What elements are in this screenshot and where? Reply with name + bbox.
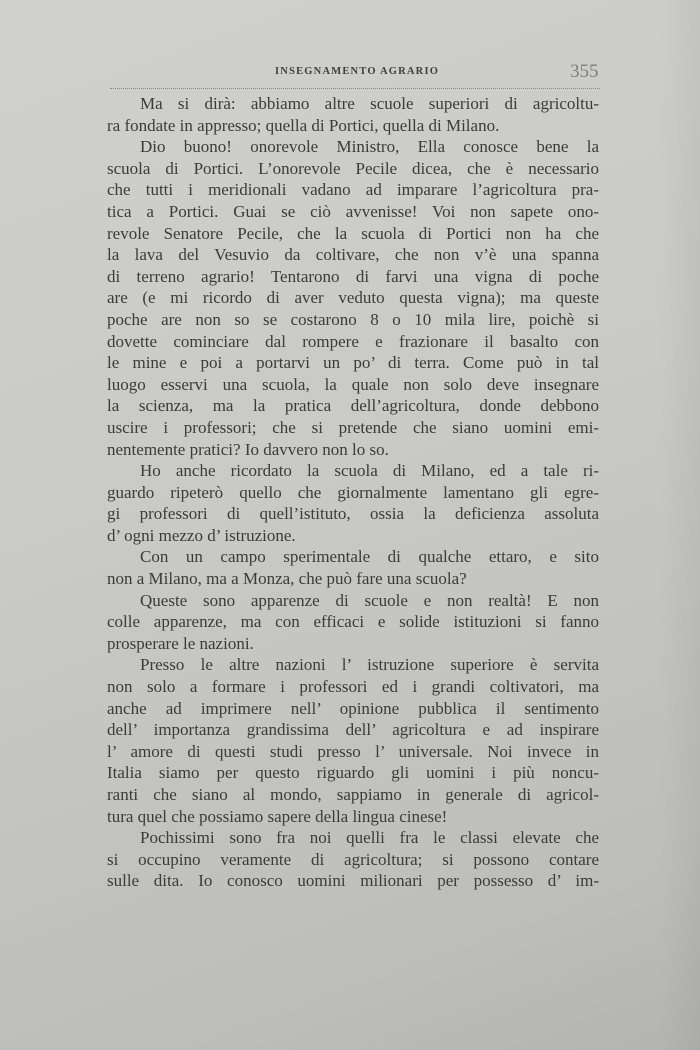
text-line: are (e mi ricordo di aver veduto questa vigna); ma queste <box>107 288 599 308</box>
body-text <box>107 93 599 892</box>
text-line: Dio buono! onorevole Ministro, Ella conosce bene la <box>140 137 599 157</box>
text-line: tica a Portici. Guai se ciò avvenisse! Voi non sapete ono- <box>107 201 599 221</box>
text-line: la lava del Vesuvio da coltivare, che non v’è una spanna <box>107 245 599 265</box>
text-line: Con un campo sperimentale di qualche ettaro, e sito <box>140 547 599 567</box>
text-line: revole Senatore Pecile, che la scuola di Portici non ha che <box>107 223 599 243</box>
text-line: Ma si dirà: abbiamo altre scuole superiori di agricoltu- <box>140 94 599 113</box>
paragraph <box>107 93 599 136</box>
text-line: la scienza, ma la pratica dell’agricoltura, donde debbono <box>107 396 599 416</box>
text-line: Ho anche ricordato la scuola di Milano, ed a tale ri- <box>140 461 599 481</box>
text-line: di terreno agrario! Tentarono di farvi una vigna di poche <box>107 266 599 286</box>
text-line: guardo ripeterò quello che giornalmente lamentano gli egre- <box>107 482 599 502</box>
text-line: sulle dita. Io conosco uomini milionari per possesso d’ im- <box>107 871 599 891</box>
header-rule <box>110 88 600 89</box>
text-line: nentemente pratici? Io davvero non lo so. <box>107 439 389 459</box>
running-title: INSEGNAMENTO AGRARIO <box>275 66 440 77</box>
text-line: colle apparenze, ma con efficaci e solide istituzioni si fanno <box>107 612 599 632</box>
paragraph <box>107 827 599 892</box>
page-number: 355 <box>570 61 599 82</box>
paragraph <box>107 136 599 460</box>
running-header <box>0 61 700 84</box>
paragraph <box>107 546 599 589</box>
text-line: Pochissimi sono fra noi quelli fra le classi elevate che <box>140 828 599 848</box>
paragraph <box>107 654 599 827</box>
text-line: prosperare le nazioni. <box>107 633 254 653</box>
text-line: poche are non so se costarono 8 o 10 mila lire, poichè si <box>107 309 599 329</box>
text-line: luogo esservi una scuola, la quale non solo deve insegnare <box>107 374 599 394</box>
text-line: dell’ importanza grandissima dell’ agricoltura e ad inspirare <box>107 720 599 740</box>
text-line: ranti che siano al mondo, sappiamo in generale di agricol- <box>107 785 599 804</box>
page-shadow <box>660 0 700 1050</box>
text-line: uscire i professori; che si pretende che siano uomini emi- <box>107 417 599 437</box>
text-line: Presso le altre nazioni l’ istruzione superiore è servita <box>140 655 599 675</box>
text-line: d’ ogni mezzo d’ istruzione. <box>107 525 296 545</box>
text-line: ra fondate in appresso; quella di Portici, quella di Milano. <box>107 115 500 135</box>
text-line: tura quel che possiamo sapere della lingua cinese! <box>107 806 448 826</box>
text-line: scuola di Portici. L’onorevole Pecile dicea, che è necessario <box>107 158 599 178</box>
paragraph <box>107 590 599 655</box>
text-line: anche ad imprimere nell’ opinione pubblica il sentimento <box>107 698 599 718</box>
text-line: non a Milano, ma a Monza, che può fare una scuola? <box>107 569 467 589</box>
text-line: si occupino veramente di agricoltura; si possono contare <box>107 849 599 869</box>
text-line: dovette cominciare dal rompere e frazionare il basalto con <box>107 331 599 351</box>
text-line: l’ amore di questi studi presso l’ universale. Noi invece in <box>107 741 599 761</box>
text-line: Italia siamo per questo riguardo gli uomini i più noncu- <box>107 763 599 783</box>
text-line: gi professori di quell’istituto, ossia la deficienza assoluta <box>107 504 599 524</box>
text-line: che tutti i meridionali vadano ad imparare l’agricoltura pra- <box>107 180 599 200</box>
text-line: non solo a formare i professori ed i grandi coltivatori, ma <box>107 677 599 697</box>
text-line: Queste sono apparenze di scuole e non realtà! E non <box>140 590 599 610</box>
paragraph <box>107 460 599 546</box>
text-line: le mine e poi a portarvi un po’ di terra. Come può in tal <box>107 353 599 373</box>
